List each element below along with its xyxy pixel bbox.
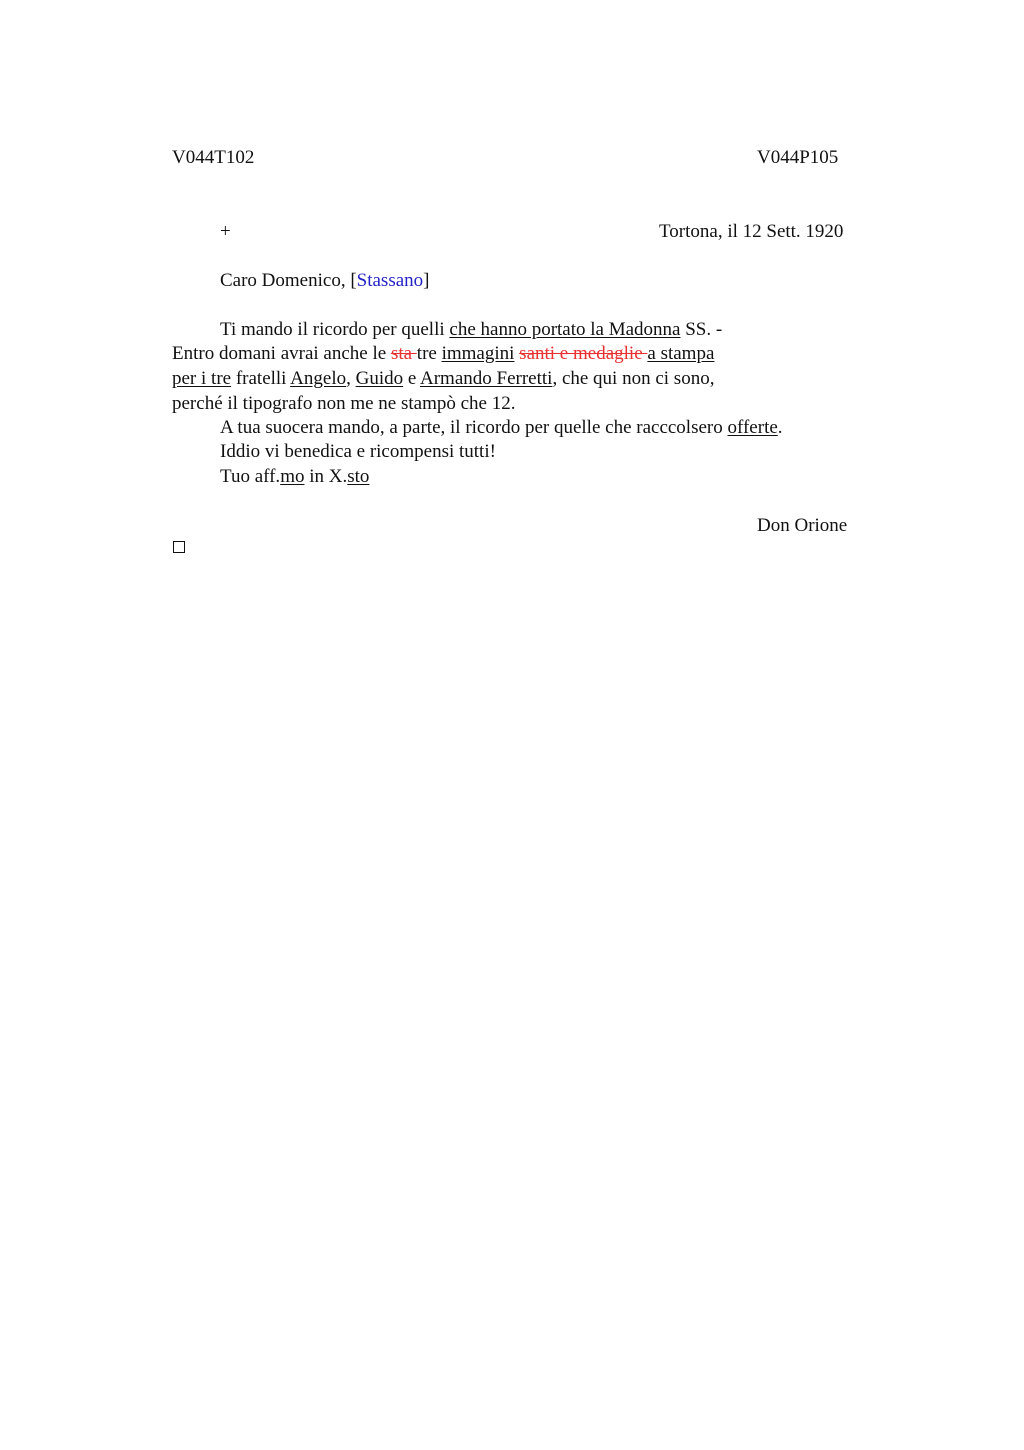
text-run: Ti mando il ricordo per quelli: [220, 319, 450, 340]
salutation-prefix: Caro Domenico, [: [220, 270, 357, 291]
underlined-text: mo: [280, 466, 305, 487]
salutation: [220, 269, 429, 293]
text-run: e: [403, 368, 420, 389]
body-line-5: [220, 416, 783, 440]
underlined-text: per i tre: [172, 368, 232, 389]
underlined-text: Armando Ferretti: [420, 368, 553, 389]
body-line-4: perché il tipografo non me ne stampò che 12.: [172, 393, 516, 414]
text-run: , che qui non ci sono,: [552, 368, 715, 389]
deleted-text: santi e medaglie: [519, 343, 648, 364]
underlined-text: sto: [347, 466, 370, 487]
text-run: SS. -: [680, 319, 723, 340]
text-run: fratelli: [231, 368, 291, 389]
underlined-text: Guido: [355, 368, 404, 389]
body-line-1: [220, 318, 722, 342]
cross-mark: +: [220, 221, 231, 242]
text-run: ,: [346, 368, 356, 389]
place-date: Tortona, il 12 Sett. 1920: [659, 221, 844, 242]
body-line-2: [172, 342, 714, 366]
text-run: Entro domani avrai anche le: [172, 343, 391, 364]
text-run: tre: [416, 343, 442, 364]
text-run: Tuo aff.: [220, 466, 281, 487]
deleted-text: sta: [390, 343, 417, 364]
underlined-text: immagini: [441, 343, 515, 364]
body-line-3: [172, 367, 714, 391]
underlined-text: Angelo: [290, 368, 347, 389]
underlined-text: che hanno portato la Madonna: [449, 319, 681, 340]
document-code-left: V044T102: [172, 147, 255, 168]
text-run: .: [777, 417, 783, 438]
salutation-suffix: ]: [423, 270, 430, 291]
signature: Don Orione: [757, 515, 848, 536]
underlined-text: a stampa: [647, 343, 715, 364]
text-run: A tua suocera mando, a parte, il ricordo per quelle che racccolsero: [220, 417, 728, 438]
end-mark-box: [173, 541, 185, 553]
text-run: in X.: [304, 466, 348, 487]
recipient-surname: Stassano: [356, 270, 424, 291]
underlined-text: offerte: [727, 417, 778, 438]
document-code-right: V044P105: [757, 147, 839, 168]
body-line-6: Iddio vi benedica e ricompensi tutti!: [220, 441, 496, 462]
closing: [220, 465, 369, 489]
